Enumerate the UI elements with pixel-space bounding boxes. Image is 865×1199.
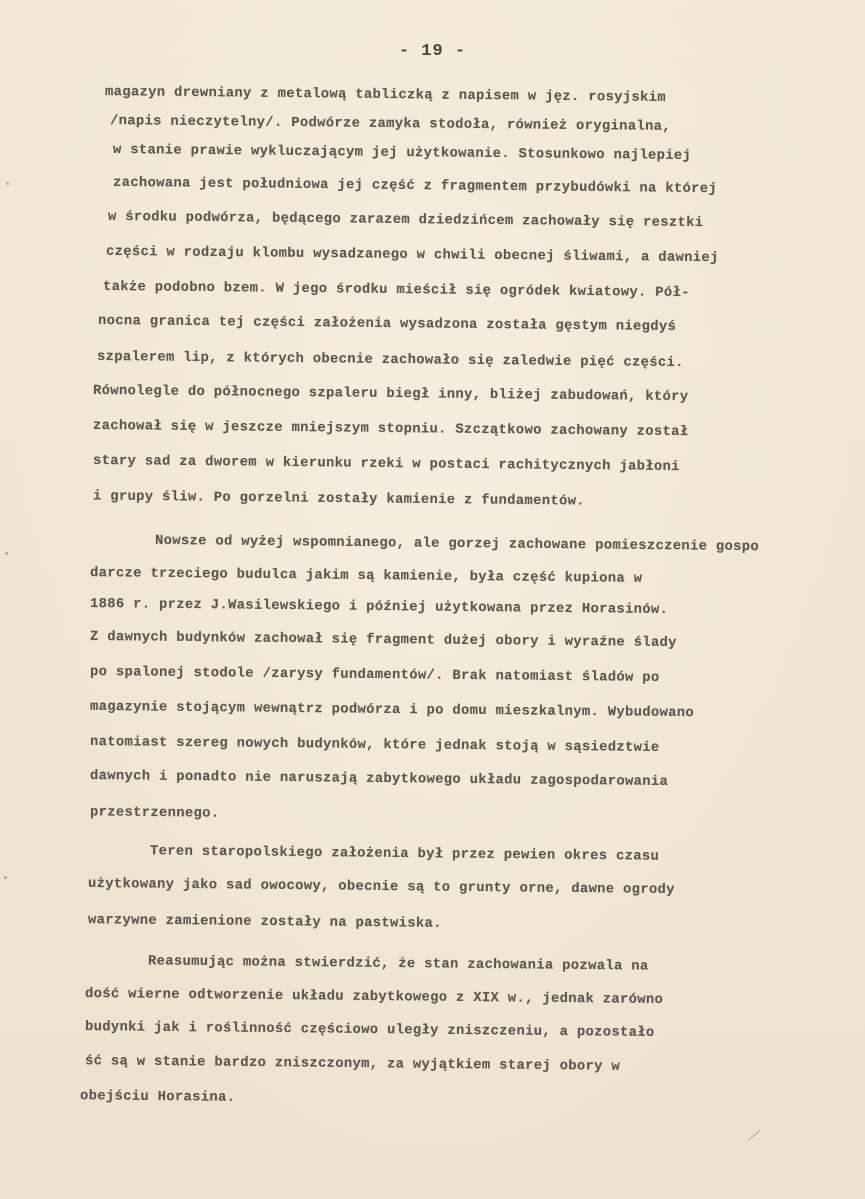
text-line: Z dawnych budynków zachował się fragment dużej obory i wyraźne ślady [89, 629, 677, 652]
text-line: w stanie prawie wykluczającym jej użytkowanie. Stosunkowo najlepiej [112, 142, 692, 165]
text-line: /napis nieczytelny/. Podwórze zamyka stodoła, również oryginalna, [109, 114, 671, 135]
text-line: części w rodzaju klombu wysadzanego w chwili obecnej śliwami, a dawniej [105, 244, 719, 267]
text-line: stary sad za dworem w kierunku rzeki w postaci rachitycznych jabłoni [92, 453, 680, 476]
text-line: obejściu Horasina. [79, 1089, 236, 1106]
text-line: natomiast szereg nowych budynków, które jednak stoją w sąsiedztwie [89, 735, 660, 756]
text-line: użytkowany jako sad owocowy, obecnie są to grunty orne, dawne ogrody [87, 876, 675, 899]
text-line: warzywne zamienione zostały na pastwiska. [87, 913, 442, 932]
text-line: Teren staropolskiego założenia był przez pewien okres czasu [149, 844, 660, 865]
stray-mark [5, 552, 8, 555]
text-line: przestrzennego. [89, 805, 220, 822]
text-line: w środku podwórza, będącego zarazem dziedzińcem zachowały się resztki [107, 209, 704, 232]
text-line: nocna granica tej części założenia wysadzona została gęstym niegdyś [97, 313, 677, 336]
text-line: po spalonej stodole /zarysy fundamentów/. Brak natomiast śladów po [89, 665, 660, 686]
text-line: zachowana jest południowa jej część z fragmentem przybudówki na której [112, 175, 718, 198]
pencil-stroke [748, 1130, 761, 1141]
text-line: 1886 r. przez J.Wasilewskiego i później użytkowana przez Horasinów. [89, 596, 669, 619]
page-number: - 19 - [398, 42, 467, 61]
text-line: zachował się w jeszcze mniejszym stopniu. Szczątkowo zachowany został [92, 418, 689, 441]
text-line: szpalerem lip, z których obecnie zachowało się zaledwie pięć części. [96, 349, 684, 372]
text-line: magazyn drewniany z metalową tabliczką z napisem w jęz. rosyjskim [104, 85, 666, 106]
text-line: budynki jak i roślinność częściowo uległy zniszczeniu, a pozostało [84, 1020, 655, 1041]
text-line: Równolegle do północnego szpaleru biegł inny, bliżej zabudowań, który [92, 383, 689, 406]
text-line: i grupy śliw. Po gorzelni zostały kamienie z fundamentów. [92, 489, 585, 510]
text-line: magazynie stojącym wewnątrz podwórza i po domu mieszkalnym. Wybudowano [89, 699, 695, 722]
text-line: także podobno bzem. W jego środku mieścił się ogródek kwiatowy. Pół- [102, 279, 690, 302]
text-line: dawnych i ponadto nie naruszają zabytkowego układu zagospodarowania [89, 768, 669, 791]
text-line: ść są w stanie bardzo zniszczonym, za wyjątkiem starej obory w [84, 1054, 621, 1075]
stray-mark [6, 182, 9, 185]
text-line: Nowsze od wyżej wspomnianego, ale gorzej zachowane pomieszczenie gospo [154, 533, 760, 556]
text-line: darcze trzeciego budulca jakim są kamienie, była część kupiona w [89, 566, 643, 587]
text-line: Reasumując można stwierdzić, że stan zachowania pozwala na [147, 954, 649, 975]
text-line: dość wierne odtworzenie układu zabytkowego z XIX w., jednak zarówno [84, 986, 664, 1009]
stray-mark [4, 876, 7, 879]
